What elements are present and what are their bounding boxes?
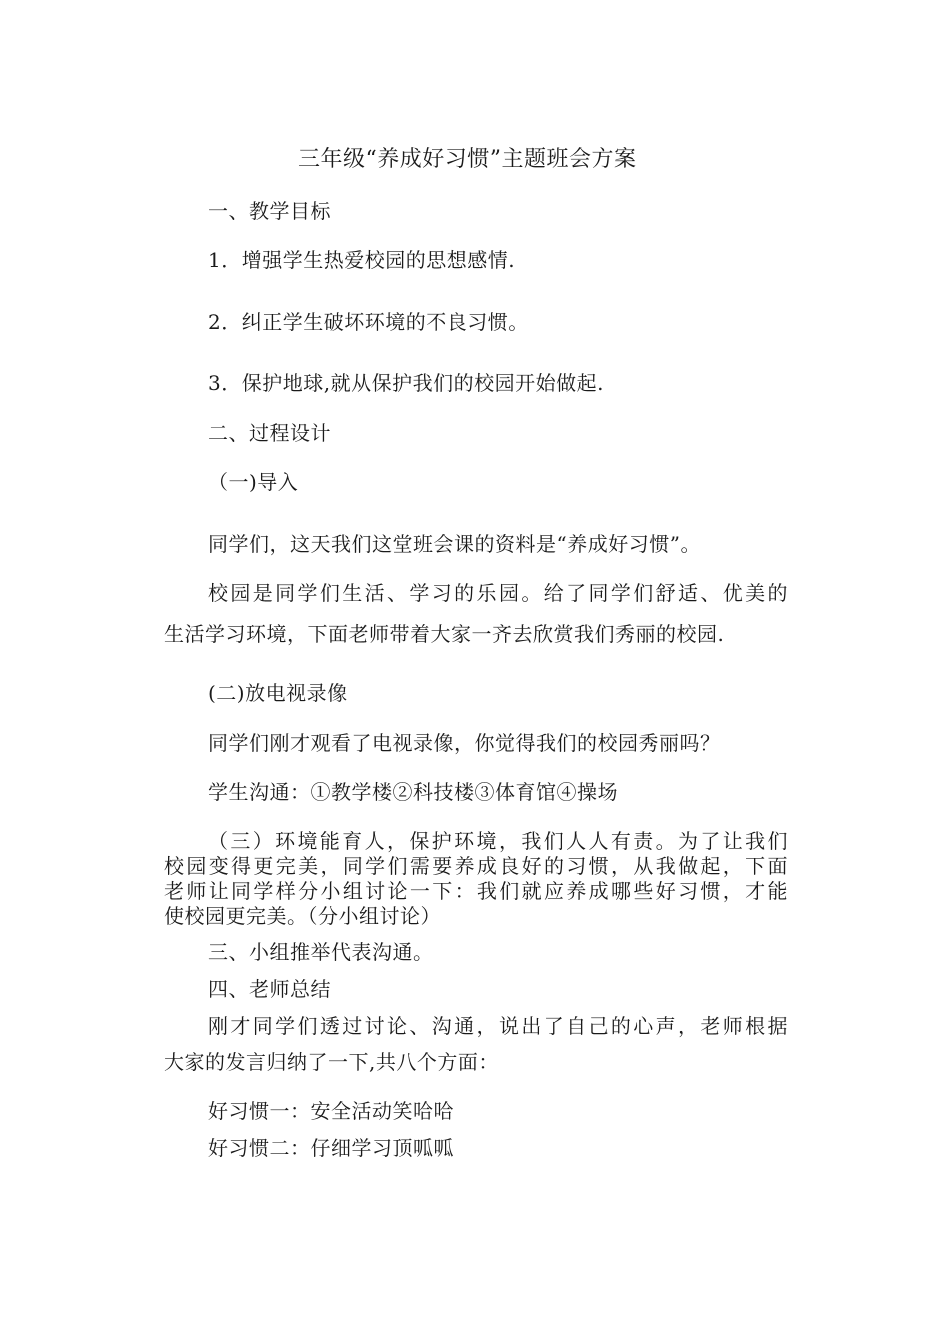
objective-item-2: 2．纠正学生破坏环境的不良习惯。 [208,310,529,334]
habit-item-2: 好习惯二：仔细学习顶呱呱 [208,1136,454,1160]
section-heading-summary: 四、老师总结 [208,977,331,1001]
paragraph-environment-line-1: （三）环境能育人，保护环境，我们人人有责。为了让我们 [208,829,788,853]
paragraph-student-exchange: 学生沟通：①教学楼②科技楼③体育馆④操场 [208,780,618,804]
paragraph-environment-line-4: 使校园更完美。（分小组讨论） [164,904,441,928]
paragraph-environment-line-3: 老师让同学样分小组讨论一下：我们就应养成哪些好习惯，才能 [164,879,788,903]
objective-item-3: 3．保护地球,就从保护我们的校园开始做起. [208,371,604,395]
paragraph-campus-line-2: 生活学习环境，下面老师带着大家一齐去欣赏我们秀丽的校园. [164,622,725,646]
paragraph-environment-line-2: 校园变得更完美，同学们需要养成良好的习惯，从我做起，下面 [164,854,788,878]
objective-item-1: 1．增强学生热爱校园的思想感情. [208,248,516,272]
document-title: 三年级“养成好习惯”主题班会方案 [298,147,637,172]
section-heading-group-report: 三、小组推举代表沟通。 [208,940,434,964]
section-heading-objectives: 一、教学目标 [208,199,331,223]
subsection-heading-intro: （一)导入 [208,470,299,494]
paragraph-video-question: 同学们刚才观看了电视录像，你觉得我们的校园秀丽吗？ [208,731,721,755]
paragraph-intro: 同学们，这天我们这堂班会课的资料是“养成好习惯”。 [208,532,701,556]
habit-item-1: 好习惯一：安全活动笑哈哈 [208,1099,454,1123]
paragraph-summary-line-1: 刚才同学们透过讨论、沟通，说出了自己的心声，老师根据 [208,1014,788,1038]
paragraph-summary-line-2: 大家的发言归纳了一下,共八个方面： [164,1050,499,1074]
paragraph-campus-line-1: 校园是同学们生活、学习的乐园。给了同学们舒适、优美的 [208,581,788,605]
subsection-heading-video: (二)放电视录像 [208,681,348,705]
section-heading-process: 二、过程设计 [208,421,331,445]
